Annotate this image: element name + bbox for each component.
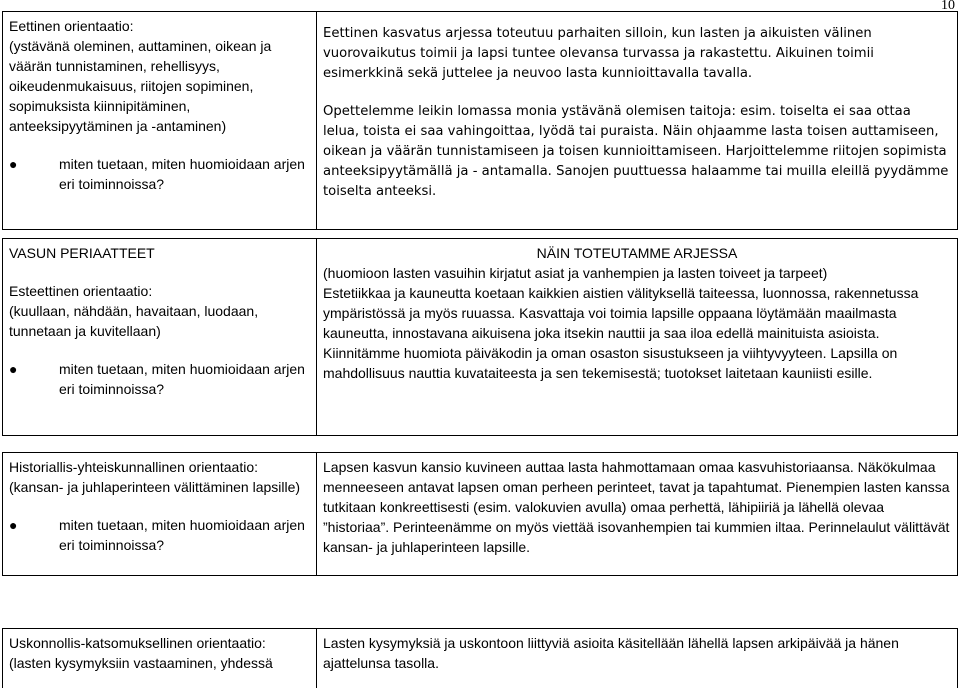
ethical-question-text: miten tuetaan, miten huomioidaan arjen eri toiminnoissa? xyxy=(59,156,305,192)
ethical-practice-cell xyxy=(317,12,957,229)
aesthetic-practice-text: Estetiikkaa ja kauneutta koetaan kaikkien aistien välityksellä taiteessa, luonnossa, rakennetussa ympäristössä ja myös ruuassa. Kasvattaja voi toimia lapsille oppaana löytämään maailmasta kauneutta, innostavana aikuisena joka itsekin nauttii ja saa iloa edellä mainituista asioista. Kiinnitämme huomiota päiväkodin ja oman osaston sisustukseen ja viihtyvyyteen. Lapsilla on mahdollisuus nauttia kuvataiteesta ja sen tekemisestä; tuotokset laitetaan kauniisti esille. xyxy=(323,285,919,381)
historical-practice-text: Lapsen kasvun kansio kuvineen auttaa lasta hahmottamaan omaa kasvuhistoriaansa. Näkökulmaa menneeseen antavat lapsen oman perheen perinteet, tavat ja tapahtumat. Pienempien lasten kanssa tutkitaan konkreettisesti (esim. valokuvien avulla) omaa perhettä, lähipiiriä ja lähellä olevaa ”historiaa”. Perinteenämme on myös viettää isovanhempien tai kummien iltaa. Perinnelaulut välittävät kansan- ja juhlaperinteen lapsille. xyxy=(323,459,950,555)
page-number: 10 xyxy=(941,0,955,13)
bullet-icon: ● xyxy=(9,156,18,172)
historical-question xyxy=(9,515,310,555)
aesthetic-orientation-row xyxy=(2,238,958,436)
ethical-orientation-row xyxy=(2,11,958,230)
historical-description: (kansan- ja juhlaperinteen välittäminen lapsille) xyxy=(9,479,301,495)
religious-description: (lasten kysymyksiin vastaaminen, yhdessä xyxy=(9,655,273,671)
historical-practice-cell xyxy=(317,453,957,575)
practice-subheading: (huomioon lasten vasuihin kirjatut asiat ja vanhempien ja lasten toiveet ja tarpeet) xyxy=(323,265,828,281)
ethical-practice-paragraph-2: Opettelemme leikin lomassa monia ystävänä olemisen taitoja: esim. toiselta ei saa ottaa lelua, toista ei saa vahingoittaa, lyödä tai puraista. Näin ohjaamme lasta toisen auttamiseen, oikean ja väärän tunnistamiseen ja toisen kunnioittamiseen. Harjoittelemme riitojen sopimista anteeksipyytämällä ja - antamalla. Sanojen puuttuessa halaamme tai muilla eleillä pyydämme toiselta anteeksi. xyxy=(323,104,949,199)
religious-principles-cell xyxy=(3,629,317,688)
ethical-description: (ystävänä oleminen, auttaminen, oikean ja väärän tunnistaminen, rehellisyys, oikeudenmukaisuus, riitojen sopiminen, sopimuksista kiinnipitäminen, anteeksipyytäminen ja -antaminen) xyxy=(9,38,272,134)
bullet-icon: ● xyxy=(9,361,18,377)
religious-practice-cell xyxy=(317,629,957,688)
aesthetic-title: Esteettinen orientaatio: xyxy=(9,283,153,299)
ethical-question xyxy=(9,154,310,194)
historical-question-text: miten tuetaan, miten huomioidaan arjen eri toiminnoissa? xyxy=(59,517,305,553)
bullet-icon: ● xyxy=(9,517,18,533)
principles-heading: VASUN PERIAATTEET xyxy=(9,245,155,261)
historical-principles-cell xyxy=(3,453,317,575)
practice-heading: NÄIN TOTEUTAMME ARJESSA xyxy=(536,245,738,261)
historical-title: Historiallis-yhteiskunnallinen orientaatio: xyxy=(9,459,259,475)
aesthetic-question-text: miten tuetaan, miten huomioidaan arjen eri toiminnoissa? xyxy=(59,361,305,397)
ethical-title: Eettinen orientaatio: xyxy=(9,18,134,34)
aesthetic-description: (kuullaan, nähdään, havaitaan, luodaan, tunnetaan ja kuvitellaan) xyxy=(9,303,259,339)
religious-orientation-row xyxy=(2,628,958,688)
aesthetic-question xyxy=(9,359,310,399)
ethical-practice-paragraph-1: Eettinen kasvatus arjessa toteutuu parhaiten silloin, kun lasten ja aikuisten välinen vuorovaikutus toimii ja lapsi tuntee olevansa turvassa ja rakastettu. Aikuinen toimii esimerkkinä sekä juttelee ja neuvoo lasta kunnioittavalla tavalla. xyxy=(323,26,874,81)
aesthetic-principles-cell xyxy=(3,239,317,435)
religious-practice-text: Lasten kysymyksiä ja uskontoon liittyviä asioita käsitellään lähellä lapsen arkipäivää ja hänen ajattelunsa tasolla. xyxy=(323,635,899,671)
ethical-principles-cell xyxy=(3,12,317,229)
aesthetic-practice-cell xyxy=(317,239,957,435)
historical-orientation-row xyxy=(2,452,958,576)
religious-title: Uskonnollis-katsomuksellinen orientaatio: xyxy=(9,635,266,651)
